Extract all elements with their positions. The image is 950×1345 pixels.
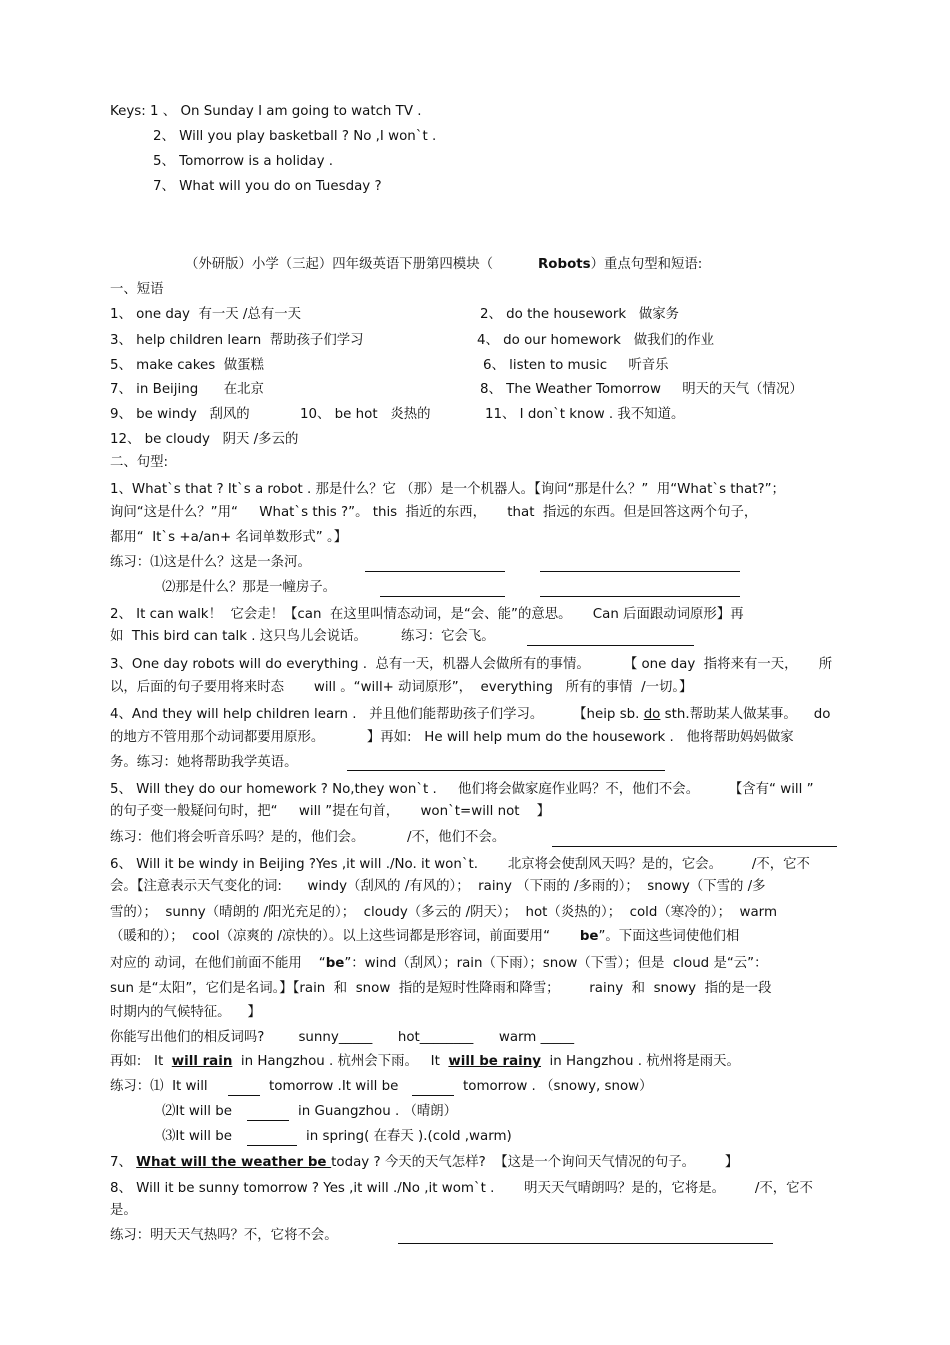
sentence-7-rest: today ? 今天的天气怎样? 【这是一个询问天气情况的句子。 】 — [331, 1155, 739, 1170]
sentence-1-line-1: 1、What`s that ? It`s a robot . 那是什么？它 （那）是一个机器人。【询问“那是什么？” 用“What`s that?”； — [110, 482, 785, 497]
sentence-7-question: What will the weather be — [136, 1155, 332, 1170]
answer-blank[interactable] — [365, 571, 505, 572]
sentence-1-exercise-2: ⑵那是什么？那是一幢房子。 — [162, 580, 337, 595]
sentences-heading: 二、句型: — [110, 455, 169, 470]
sentence-2-line-2: 如 This bird can talk . 这只鸟儿会说话。 练习：它会飞。 — [110, 629, 495, 644]
sentence-1-exercise-1: 练习：⑴这是什么？这是一条河。 — [110, 555, 311, 570]
exercise-1-label: 练习：⑴ It will — [110, 1079, 208, 1094]
example-text: in Hangzhou . 杭州将是雨天。 — [541, 1054, 740, 1069]
sentence-4-underlined-do: do — [643, 707, 661, 722]
phrase-12: 12、 be cloudy 阴天 /多云的 — [110, 432, 299, 447]
exercise-1-middle: tomorrow .It will be — [269, 1079, 399, 1094]
sentence-4-line-2: 的地方不管用那个动词都要用原形。 】再如: He will help mum do the housework . 他将帮助妈妈做家 — [110, 730, 794, 745]
example-text: in Hangzhou . 杭州会下雨。 It — [232, 1054, 449, 1069]
sentence-2-line-1: 2、 It can walk！ 它会走！【can 在这里叫情态动词，是“会、能”的意思。 Can 后面跟动词原形】再 — [110, 607, 744, 622]
sentence-3-line-2: 以，后面的句子要用将来时态 will 。“will+ 动词原形”， everything 所有的事情 /一切。】 — [110, 680, 693, 695]
sentence-3-line-1: 3、One day robots will do everything . 总有一天，机器人会做所有的事情。 【 one day 指将来有一天， 所 — [110, 657, 833, 672]
sentence-6-line-7: 时期内的气候特征。 】 — [110, 1005, 261, 1020]
phrase-11: 11、 I don`t know . 我不知道。 — [485, 407, 685, 422]
sentence-4-line-1 — [110, 708, 830, 721]
title-robots: Robots — [537, 257, 591, 272]
sentence-6-be-bold: be — [579, 929, 599, 944]
sentence-6-line-3: 雪的）； sunny（晴朗的 /阳光充足的）； cloudy（多云的 /阴天）； hot（炎热的）； cold（寒冷的）； warm — [110, 905, 777, 920]
title-left: （外研版）小学（三起）四年级英语下册第四模块（ — [185, 257, 493, 272]
sentence-8-line-1: 8、 Will it be sunny tomorrow ? Yes ,it will ./No ,it wom`t . 明天天气晴朗吗？是的，它将是。 /不，它不 — [110, 1181, 813, 1196]
example-sentences — [110, 1055, 740, 1068]
sentence-5-line-1: 5、 Will they do our homework ? No,they won`t . 他们将会做家庭作业吗？不，他们不会。 【含有“ will ” — [110, 782, 814, 797]
sentence-6-line-5 — [110, 957, 768, 970]
exercise-2-label: ⑵It will be — [162, 1104, 232, 1119]
key-2: 2、 Will you play basketball ? No ,I won`t . — [153, 129, 437, 144]
answer-blank[interactable] — [527, 645, 694, 646]
key-1: Keys: 1 、 On Sunday I am going to watch TV . — [110, 104, 422, 119]
sentence-6-be-bold: be — [325, 956, 345, 971]
sentence-6-line-1: 6、 Will it be windy in Beijing ?Yes ,it will ./No. it won`t. 北京将会使刮风天吗？是的，它会。 /不，它不 — [110, 857, 810, 872]
sentence-6-line-5-text: 对应的 动词，在他们前面不能用 “ — [110, 956, 326, 971]
sentence-6-line-5-rest: ”：wind（刮风）；rain（下雨）；snow（下雪）；但是 cloud 是“云”： — [344, 956, 768, 971]
answer-blank[interactable] — [228, 1095, 260, 1096]
exercise-1-end: tomorrow . （snowy, snow） — [463, 1079, 653, 1094]
answer-blank[interactable] — [540, 571, 740, 572]
answer-blank[interactable] — [398, 1243, 773, 1244]
answer-blank[interactable] — [380, 596, 505, 597]
phrases-heading: 一、短语 — [110, 282, 164, 297]
key-5: 5、 Tomorrow is a holiday . — [153, 154, 334, 169]
answer-blank[interactable] — [552, 846, 837, 847]
sentence-8-line-2: 是。 — [110, 1203, 137, 1218]
answer-blank[interactable] — [247, 1120, 289, 1121]
phrase-8: 8、 The Weather Tomorrow 明天的天气（情况） — [480, 382, 803, 397]
sentence-6-line-4 — [110, 930, 739, 943]
sentence-5-line-2: 的句子变一般疑问句时，把“ will ”提在句首， won`t=will not 】 — [110, 804, 550, 819]
document-title — [185, 258, 702, 271]
phrase-9: 9、 be windy 刮风的 — [110, 407, 250, 422]
answer-blank[interactable] — [540, 596, 740, 597]
phrase-10: 10、 be hot 炎热的 — [300, 407, 431, 422]
title-right: ）重点句型和短语: — [590, 257, 703, 272]
sentence-1-line-3: 都用“ It`s +a/an+ 名词单数形式” 。】 — [110, 530, 348, 545]
answer-blank[interactable] — [412, 1095, 454, 1096]
phrase-6: 6、 listen to music 听音乐 — [483, 358, 669, 373]
phrase-4: 4、 do our homework 做我们的作业 — [477, 333, 715, 348]
sentence-4-line-1-text: 4、And they will help children learn . 并且他们能帮助孩子们学习。 【heip sb. — [110, 707, 644, 722]
sentence-5-exercise: 练习：他们将会听音乐吗？是的，他们会。 /不，他们不会。 — [110, 830, 506, 845]
phrase-1: 1、 one day 有一天 /总有一天 — [110, 307, 301, 322]
example-will-be-rainy: will be rainy — [448, 1054, 542, 1069]
answer-blank[interactable] — [247, 1145, 297, 1146]
sentence-4-line-3: 务。练习：她将帮助我学英语。 — [110, 755, 298, 770]
example-will-rain: will rain — [171, 1054, 233, 1069]
opposites-question: 你能写出他们的相反词吗? sunny_____ hot________ warm _____ — [110, 1030, 575, 1045]
sentence-7 — [110, 1156, 738, 1169]
key-7: 7、 What will you do on Tuesday ? — [153, 179, 382, 194]
phrase-2: 2、 do the housework 做家务 — [480, 307, 680, 322]
phrase-7: 7、 in Beijing 在北京 — [110, 382, 264, 397]
phrase-3: 3、 help children learn 帮助孩子们学习 — [110, 333, 364, 348]
answer-blank[interactable] — [347, 770, 665, 771]
sentence-8-exercise: 练习：明天天气热吗？不，它将不会。 — [110, 1228, 338, 1243]
sentence-6-line-6: sun 是“太阳”，它们是名词。】【rain 和 snow 指的是短时性降雨和降雪； rainy 和 snowy 指的是一段 — [110, 981, 772, 996]
phrase-5: 5、 make cakes 做蛋糕 — [110, 358, 264, 373]
sentence-6-line-4-text: （暖和的）； cool（凉爽的 /凉快的）。以上这些词都是形容词，前面要用“ — [110, 929, 580, 944]
sentence-6-line-4-rest: ”。下面这些词使他们相 — [598, 929, 740, 944]
example-text: 再如: It — [110, 1054, 172, 1069]
sentence-4-line-1-rest: sth.帮助某人做某事。 do — [660, 707, 831, 722]
exercise-2-end: in Guangzhou . （晴朗） — [298, 1104, 458, 1119]
sentence-7-number: 7、 — [110, 1155, 137, 1170]
sentence-6-line-2: 会。【注意表示天气变化的词: windy（刮风的 /有风的）； rainy （下雨的 /多雨的）； snowy（下雪的 /多 — [110, 879, 766, 894]
sentence-1-line-2: 询问“这是什么？”用“ What`s this ?”。 this 指近的东西， that 指远的东西。但是回答这两个句子， — [110, 505, 758, 520]
exercise-3-label: ⑶It will be — [162, 1129, 232, 1144]
exercise-3-end: in spring( 在春天 ).(cold ,warm) — [306, 1129, 512, 1144]
